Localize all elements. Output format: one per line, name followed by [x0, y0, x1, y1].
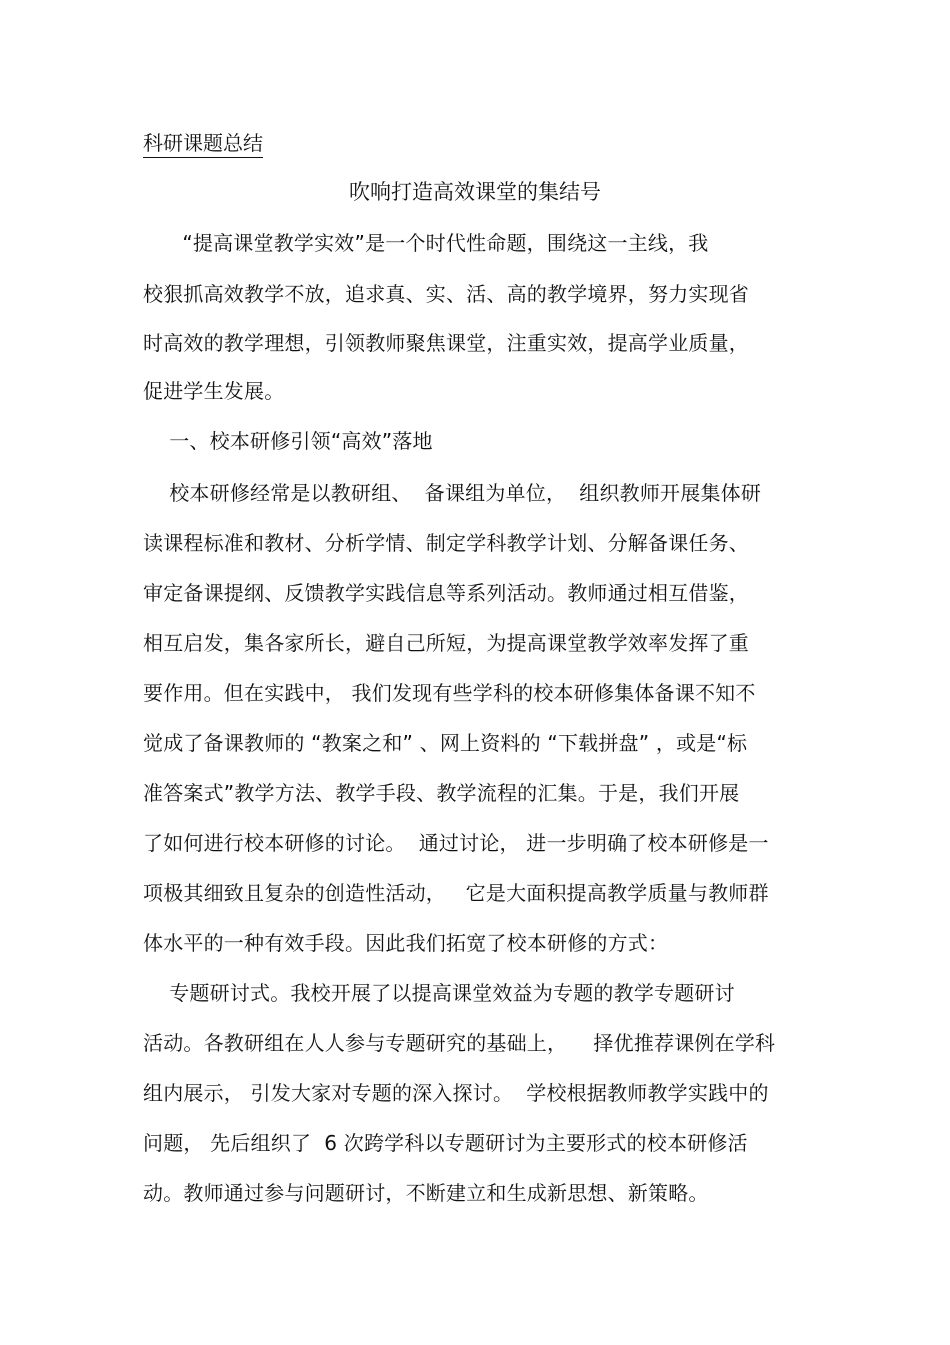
document-label: 科研课题总结	[143, 130, 263, 158]
paragraph-line: 读课程标准和教材、分析学情、制定学科教学计划、分解备课任务、	[143, 531, 749, 555]
section-heading: 一、校本研修引领“高效”落地	[143, 429, 433, 453]
paragraph-line: 觉成了备课教师的 “教案之和” 、网上资料的 “下载拼盘” ，或是“标	[143, 731, 748, 755]
paragraph-line: 了如何进行校本研修的讨论。 通过讨论， 进一步明确了校本研修是一	[143, 831, 769, 855]
paragraph-line: 专题研讨式。我校开展了以提高课堂效益为专题的教学专题研讨	[143, 981, 735, 1005]
paragraph-line: 组内展示， 引发大家对专题的深入探讨。 学校根据教师教学实践中的	[143, 1081, 769, 1105]
paragraph-line: 时高效的教学理想，引领教师聚焦课堂，注重实效，提高学业质量，	[143, 331, 749, 355]
document-title: 吹响打造高效课堂的集结号	[349, 180, 601, 204]
paragraph-line: 促进学生发展。	[143, 379, 285, 403]
paragraph-line: 校本研修经常是以教研组、 备课组为单位， 组织教师开展集体研	[143, 481, 762, 505]
paragraph-line: 问题， 先后组织了 6 次跨学科以专题研讨为主要形式的校本研修活	[143, 1131, 748, 1155]
paragraph-line: “提高课堂教学实效”是一个时代性命题，围绕这一主线，我	[143, 231, 709, 255]
paragraph-line: 项极其细致且复杂的创造性活动， 它是大面积提高教学质量与教师群	[143, 881, 769, 905]
paragraph-line: 动。教师通过参与问题研讨，不断建立和生成新思想、新策略。	[143, 1181, 709, 1205]
paragraph-line: 要作用。但在实践中， 我们发现有些学科的校本研修集体备课不知不	[143, 681, 756, 705]
paragraph-line: 校狠抓高效教学不放，追求真、实、活、高的教学境界，努力实现省	[143, 282, 749, 306]
paragraph-line: 体水平的一种有效手段。因此我们拓宽了校本研修的方式：	[143, 931, 669, 955]
paragraph-line: 活动。各教研组在人人参与专题研究的基础上， 择优推荐课例在学科	[143, 1031, 776, 1055]
paragraph-line: 准答案式”教学方法、教学手段、教学流程的汇集。于是，我们开展	[143, 781, 740, 805]
paragraph-line: 相互启发，集各家所长，避自己所短，为提高课堂教学效率发挥了重	[143, 631, 749, 655]
paragraph-line: 审定备课提纲、反馈教学实践信息等系列活动。教师通过相互借鉴，	[143, 581, 749, 605]
